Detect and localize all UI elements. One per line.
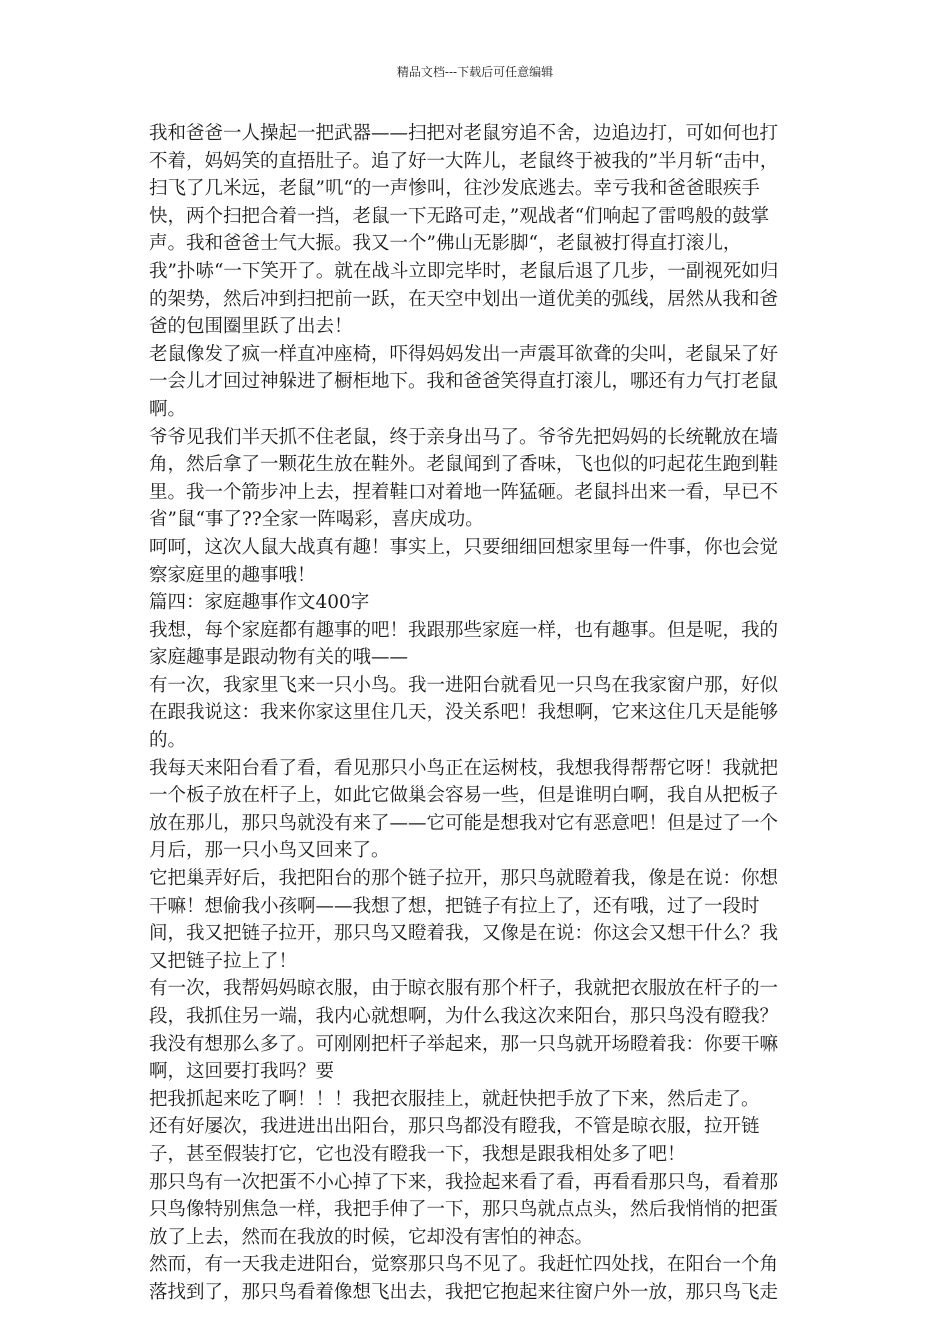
- text-line: 不着，妈妈笑的直捂肚子。追了好一大阵儿，老鼠终于被我的”半月斩“击中，: [149, 150, 779, 172]
- text-line: 段，我抓住另一端，我内心就想啊，为什么我这次来阳台，那只鸟没有瞪我？: [149, 1006, 779, 1027]
- text-line: 我和爸爸一人操起一把武器——扫把对老鼠穷追不舍，边追边打，可如何也打: [149, 123, 779, 144]
- text-line: 在跟我说这：我来你家这里住几天，没关系吧！我想啊，它来这住几天是能够: [149, 702, 779, 724]
- text-line: 我每天来阳台看了看，看见那只小鸟正在运树枝，我想我得帮帮它呀！我就把: [149, 757, 779, 779]
- text-line: 里。我一个箭步冲上去，捏着鞋口对着地一阵猛砸。老鼠抖出来一看，早已不: [149, 481, 779, 503]
- text-line: 我”扑哧“一下笑开了。就在战斗立即完毕时，老鼠后退了几步，一副视死如归: [149, 260, 779, 282]
- text-line: 放在那儿，那只鸟就没有来了——它可能是想我对它有恶意吧！但是过了一个: [149, 812, 779, 834]
- text-line: 它把巢弄好后，我把阳台的那个链子拉开，那只鸟就瞪着我，像是在说：你想: [149, 868, 779, 890]
- text-line: 把我抓起来吃了啊！！！我把衣服挂上，就赶快把手放了下来，然后走了。: [149, 1088, 760, 1110]
- text-line: 我想，每个家庭都有趣事的吧！我跟那些家庭一样，也有趣事。但是呢，我的: [149, 619, 779, 641]
- text-line: 爷爷见我们半天抓不住老鼠，终于亲身出马了。爷爷先把妈妈的长统靴放在墙: [149, 426, 779, 448]
- text-line: 那只鸟有一次把蛋不小心掉了下来，我捡起来看了看，再看看那只鸟，看着那: [149, 1171, 779, 1193]
- text-line: 一会儿才回过神躲进了橱柜地下。我和爸爸笑得直打滚儿，哪还有力气打老鼠: [149, 371, 779, 393]
- text-line: 然而，有一天我走进阳台，觉察那只鸟不见了。我赶忙四处找，在阳台一个角: [149, 1254, 779, 1276]
- text-line: 放了上去，然而在我放的时候，它却没有害怕的神态。: [149, 1226, 594, 1248]
- text-line: 爸的包围圈里跃了出去！: [149, 316, 353, 338]
- text-line: 声。我和爸爸士气大振。我又一个”佛山无影脚“，老鼠被打得直打滚儿，: [149, 233, 742, 255]
- document-body: [149, 120, 809, 1307]
- text-line: 啊，这回要打我吗？要: [149, 1061, 335, 1083]
- text-line: 月后，那一只小鸟又回来了。: [149, 840, 390, 862]
- text-line: 的。: [149, 730, 187, 752]
- text-line: 省”鼠“事了??全家一阵喝彩，喜庆成功。: [149, 509, 484, 531]
- text-line: 我没有想那么多了。可刚刚把杆子举起来，那一只鸟就开场瞪着我：你要干嘛: [149, 1033, 779, 1055]
- text-line: 又把链子拉上了！: [149, 950, 298, 972]
- text-line: 一个板子放在杆子上，如此它做巢会容易一些，但是谁明白啊，我自从把板子: [149, 785, 779, 807]
- text-line: 呵呵，这次人鼠大战真有趣！事实上，只要细细回想家里每一件事，你也会觉: [149, 536, 779, 558]
- text-line: 干嘛！想偷我小孩啊——我想了想，把链子有拉上了，还有哦，过了一段时: [149, 895, 760, 917]
- text-line: 啊。: [149, 398, 187, 420]
- text-line: 篇四：家庭趣事作文400字: [149, 592, 370, 614]
- text-line: 落找到了，那只鸟看着像想飞出去，我把它抱起来往窗户外一放，那只鸟飞走: [149, 1281, 779, 1303]
- text-line: 快，两个扫把合着一挡，老鼠一下无路可走，”观战者“们响起了雷鸣般的鼓掌: [149, 205, 770, 227]
- text-line: 有一次，我帮妈妈晾衣服，由于晾衣服有那个杆子，我就把衣服放在杆子的一: [149, 978, 779, 1000]
- text-line: 只鸟像特别焦急一样，我把手伸了一下，那只鸟就点点头，然后我悄悄的把蛋: [149, 1199, 779, 1221]
- text-line: 还有好屡次，我进进出出阳台，那只鸟都没有瞪我，不管是晾衣服，拉开链: [149, 1116, 760, 1138]
- text-line: 间，我又把链子拉开，那只鸟又瞪着我，又像是在说：你这会又想干什么？我: [149, 923, 779, 945]
- text-line: 角，然后拿了一颗花生放在鞋外。老鼠闻到了香味，飞也似的叼起花生跑到鞋: [149, 454, 779, 476]
- text-line: 的架势，然后冲到扫把前一跃，在天空中划出一道优美的弧线，居然从我和爸: [149, 288, 779, 310]
- text-line: 扫飞了几米远，老鼠”叽“的一声惨叫，往沙发底逃去。幸亏我和爸爸眼疾手: [149, 178, 760, 200]
- text-line: 察家庭里的趣事哦！: [149, 564, 316, 586]
- text-line: 家庭趣事是跟动物有关的哦——: [149, 647, 409, 669]
- text-line: 子，甚至假装打它，它也没有瞪我一下，我想是跟我相处多了吧！: [149, 1143, 686, 1165]
- text-line: 有一次，我家里飞来一只小鸟。我一进阳台就看见一只鸟在我家窗户那，好似: [149, 674, 779, 696]
- text-line: 老鼠像发了疯一样直冲座椅，吓得妈妈发出一声震耳欲聋的尖叫，老鼠呆了好: [149, 343, 779, 365]
- page-header: 精品文档---下载后可任意编辑: [396, 65, 554, 79]
